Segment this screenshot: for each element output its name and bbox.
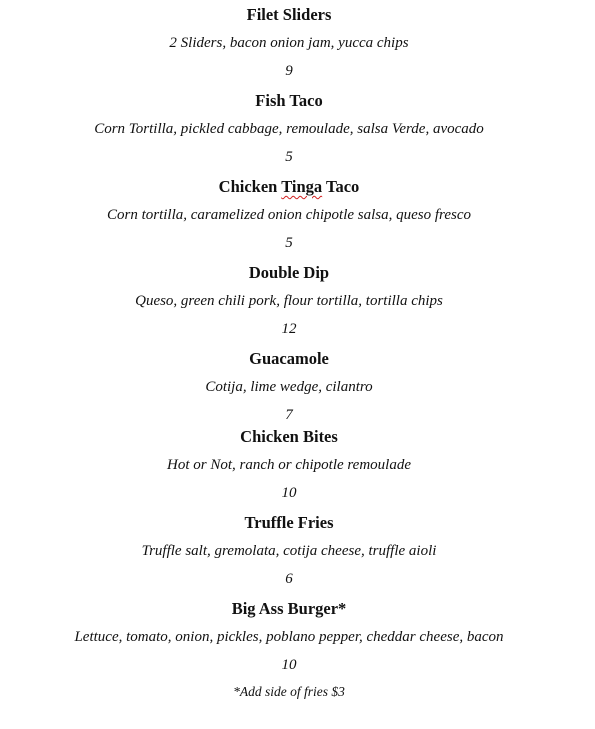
menu-item-double-dip <box>0 263 578 339</box>
item-name: Fish Taco <box>255 91 323 110</box>
item-description: Queso, green chili pork, flour tortilla, tortilla chips <box>135 293 443 309</box>
menu-item-big-ass-burger <box>0 599 578 701</box>
item-name: Truffle Fries <box>244 513 334 532</box>
menu-list <box>0 5 578 701</box>
item-name: Double Dip <box>248 263 330 282</box>
item-price: 10 <box>281 485 297 501</box>
item-name-part: Taco <box>322 177 360 196</box>
item-price: 5 <box>285 235 293 251</box>
item-name: Filet Sliders <box>246 5 332 24</box>
menu-item-chicken-bites <box>0 427 578 503</box>
item-price: 12 <box>281 321 297 337</box>
item-name <box>0 177 578 197</box>
item-price: 7 <box>285 407 293 423</box>
menu-item-fish-taco <box>0 91 578 167</box>
menu-item-guacamole <box>0 349 578 425</box>
item-description: Corn tortilla, caramelized onion chipotle salsa, queso fresco <box>106 207 471 223</box>
item-description: Cotija, lime wedge, cilantro <box>205 379 373 395</box>
item-description: Lettuce, tomato, onion, pickles, poblano pepper, cheddar cheese, bacon <box>74 629 504 645</box>
item-name: Chicken Bites <box>240 427 338 446</box>
menu-item-filet-sliders <box>0 5 578 81</box>
menu-item-chicken-tinga-taco <box>0 177 578 253</box>
item-description: Hot or Not, ranch or chipotle remoulade <box>166 457 411 473</box>
spellcheck-flagged-word[interactable]: Tinga <box>281 177 323 196</box>
item-description: 2 Sliders, bacon onion jam, yucca chips <box>169 35 409 51</box>
item-price: 5 <box>285 149 293 165</box>
item-description: Corn Tortilla, pickled cabbage, remoulade, salsa Verde, avocado <box>94 121 484 137</box>
item-name: Big Ass Burger* <box>231 599 347 618</box>
item-price: 9 <box>285 63 293 79</box>
item-price: 6 <box>285 571 293 587</box>
item-name: Guacamole <box>249 349 329 368</box>
item-price: 10 <box>281 657 297 673</box>
menu-item-truffle-fries <box>0 513 578 589</box>
item-footnote: *Add side of fries $3 <box>233 684 345 699</box>
item-description: Truffle salt, gremolata, cotija cheese, truffle aioli <box>141 543 437 559</box>
item-name-part: Chicken <box>218 177 282 196</box>
